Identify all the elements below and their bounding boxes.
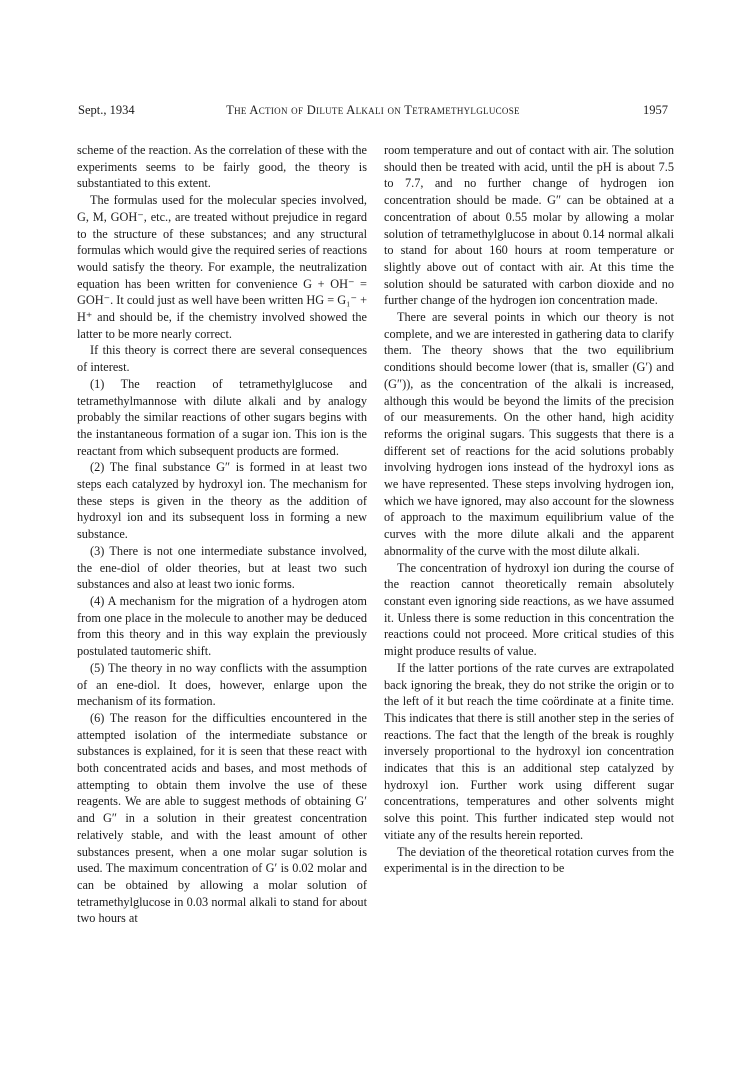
paragraph: (5) The theory in no way conflicts with the assumption of an ene-diol. It does, however, enlarge upon the mechanism of its formation. [77,660,367,709]
paragraph: The deviation of the theoretical rotation curves from the experimental is in the direction to be [384,844,674,876]
paragraph: If this theory is correct there are several consequences of interest. [77,343,367,375]
paragraph: There are several points in which our theory is not complete, and we are interested in gathering data to clarify them. The theory shows that the two equilibrium conditions should become lower (that is, smaller (G′) and (G″)), as the concentration of the alkali is increased, although this would be beyond the limits of the precision of our measurements. On the other hand, high acidity reforms the original sugars. This suggests that there is a different set of reactions for the acid solutions probably involving hydrogen ions instead of the hydroxyl ions as we have represented. These steps involving hydrogen ion, which we have ignored, may also account for the slowness of approach to the maximum equilibrium value of the curves with the more dilute alkali and the apparent abnormality of the curve with the most dilute alkali. [384,310,674,558]
paragraph: (1) The reaction of tetramethylglucose and tetramethylmannose with dilute alkali and by analogy probably the similar reactions of other sugars begins with the instantaneous formation of a sugar ion. This ion is the reactant from which subsequent products are formed. [77,376,367,458]
paragraph: scheme of the reaction. As the correlation of these with the experiments seems to be fairly good, the theory is substantiated to this extent. [77,143,367,191]
paragraph: The formulas used for the molecular species involved, G, M, GOH⁻, etc., are treated without prejudice in regard to the structure of these substances; and any structural formulas which would give the required series of reactions would satisfy the theory. For example, the neutralization equation has been written for convenience G + OH⁻ = GOH⁻. It could just as well have been written HG = G₁⁻ + H⁺ and should be, if the chemistry involved showed the latter to be more nearly correct. [77,193,367,341]
paragraph: room temperature and out of contact with air. The solution should then be treated with acid, until the pH is about 7.5 to 7.7, and no further change of hydrogen ion concentration should be made. G″ can be obtained at a concentration of about 0.55 molar by allowing a molar solution of tetramethylglucose in about 0.14 normal alkali to stand for about 160 hours at room temperature or slightly above out of contact with air. At this time the solution should be saturated with carbon dioxide and no further change of the hydrogen ion concentration made. [384,143,674,308]
paragraph: (3) There is not one intermediate substance involved, the ene-diol of older theories, but at least two such substances and also at least two ionic forms. [77,543,367,592]
paragraph: If the latter portions of the rate curves are extrapolated back ignoring the break, they do not strike the origin or to the left of it but reach the time coördinate at a finite time. This indicates that there is still another step in the series of reactions. The fact that the length of the break is roughly inversely proportional to the hydroxyl ion concentration indicates that this is an additional step catalyzed by hydroxyl ion. Further work using different sugar concentrations, temperatures and other solvents might solve this point. This further indicated step would not vitiate any of the results herein reported. [384,660,674,842]
paragraph: (6) The reason for the difficulties encountered in the attempted isolation of the intermediate substance or substances is explained, for it is seen that these react with both concentrated acids and bases, and most methods of attempting to obtain them involve the use of these reagents. We are able to suggest methods of obtaining G′ and G″ in a solution in their greatest concentration relatively stable, and with the least amount of other substances present, when a one molar sugar solution is used. The maximum concentration of G′ is 0.02 molar and can be obtained by allowing a molar solution of tetramethylglucose in 0.03 normal alkali to stand for about two hours at [77,710,367,926]
running-title: The Action of Dilute Alkali on Tetramethylglucose [226,103,520,117]
running-header [78,103,668,123]
paragraph: The concentration of hydroxyl ion during the course of the reaction cannot theoretically remain absolutely constant even ignoring side reactions, as we have assumed it. Unless there is some reduction in this concentration the reactions could not proceed. More critical studies of this might produce results of value. [384,560,674,659]
paragraph: (4) A mechanism for the migration of a hydrogen atom from one place in the molecule to another may be deduced from this theory and in this way explain the previously postulated tautomeric shift. [77,593,367,659]
page-number: 1957 [643,103,668,117]
paragraph: (2) The final substance G″ is formed in at least two steps each catalyzed by hydroxyl ion. The mechanism for these steps is given in the theory as the addition of hydroxyl ion and its subsequent loss in forming a new substance. [77,460,367,542]
right-column [384,142,674,877]
issue-date: Sept., 1934 [78,103,135,117]
left-column [77,142,367,927]
